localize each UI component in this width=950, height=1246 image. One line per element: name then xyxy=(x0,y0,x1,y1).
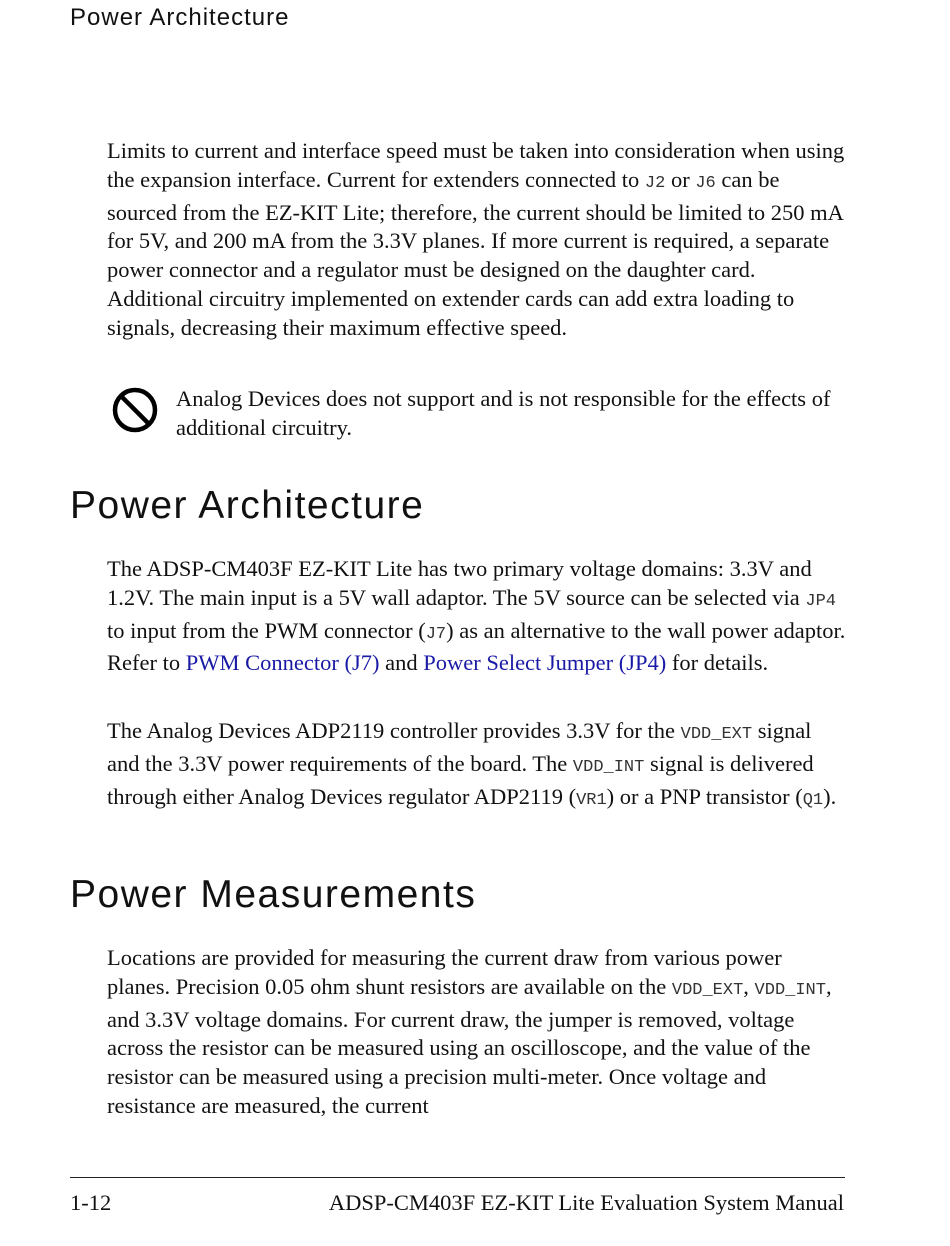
jumper-ref-jp4: JP4 xyxy=(805,591,836,611)
manual-title: ADSP-CM403F EZ-KIT Lite Evaluation System Manual xyxy=(328,1190,844,1215)
text-run: can be sourced from the EZ-KIT Lite; therefore, the current should be limited to 250 mA for 5V, and 200 mA from the 3.3V planes. If more current is required, a separate power connector and a regulator must be designed on the daughter card. Additional circuitry implemented on extender cards can add extra loading to signals, decreasing their maximum effective speed. xyxy=(107,166,843,340)
component-ref-q1: Q1 xyxy=(802,790,824,810)
footer-divider xyxy=(70,1177,845,1178)
component-ref-vr1: VR1 xyxy=(576,790,607,810)
power-architecture-paragraph-1 xyxy=(107,555,847,678)
signal-ref-vdd-ext: VDD_EXT xyxy=(671,980,744,1000)
signal-ref-vdd-int: VDD_INT xyxy=(754,980,826,1000)
text-run: , xyxy=(743,973,755,999)
signal-ref-vdd-ext: VDD_EXT xyxy=(680,725,753,744)
text-run: for details. xyxy=(666,650,769,676)
running-header: Power Architecture xyxy=(70,4,290,31)
text-run: The Analog Devices ADP2119 controller provides 3.3V for the xyxy=(107,718,681,743)
connector-ref-j2: J2 xyxy=(644,173,666,193)
intro-paragraph xyxy=(107,137,847,343)
link-power-select-jumper[interactable]: Power Select Jumper (JP4) xyxy=(423,650,667,676)
link-pwm-connector[interactable]: PWM Connector (J7) xyxy=(185,650,380,676)
text-run: The ADSP-CM403F EZ-KIT Lite has two primary voltage domains: 3.3V and 1.2V. The main input is a 5V wall adaptor. The 5V source can be selected via xyxy=(107,556,812,610)
power-measurements-paragraph xyxy=(107,944,847,1121)
text-run: or xyxy=(665,166,696,192)
section-heading-power-measurements: Power Measurements xyxy=(70,873,477,916)
prohibition-icon xyxy=(111,386,159,434)
text-run: and xyxy=(379,650,424,676)
text-run: signal and the 3.3V power requirements of the board. The xyxy=(107,718,812,776)
text-run: to input from the PWM connector ( xyxy=(107,617,426,643)
connector-ref-j6: J6 xyxy=(695,173,716,193)
text-run: ) as an alternative to the wall power adaptor. Refer to xyxy=(107,617,846,676)
section-heading-power-architecture: Power Architecture xyxy=(70,484,425,527)
text-run: ). xyxy=(823,783,837,809)
text-run: , and 3.3V voltage domains. For current draw, the jumper is removed, voltage across the resistor can be measured using an oscilloscope, and the value of the resistor can be measured using a precision multi-meter. Once voltage and resistance are measured, the current xyxy=(107,973,832,1118)
text-run: ) or a PNP transistor ( xyxy=(606,783,803,809)
text-run: Locations are provided for measuring the current draw from various power planes. Precision 0.05 ohm shunt resistors are available on the xyxy=(107,945,782,999)
page-number: 1-12 xyxy=(70,1190,112,1215)
text-run: signal is delivered through either Analog Devices regulator ADP2119 ( xyxy=(107,750,814,809)
text-run: Limits to current and interface speed must be taken into consideration when using the expansion interface. Current for extenders connected to xyxy=(107,138,845,192)
power-architecture-paragraph-2 xyxy=(107,717,847,815)
caution-text: Analog Devices does not support and is not responsible for the effects of additional circuitry. xyxy=(176,386,831,440)
connector-ref-j7: J7 xyxy=(425,624,447,644)
signal-ref-vdd-int: VDD_INT xyxy=(572,757,645,777)
